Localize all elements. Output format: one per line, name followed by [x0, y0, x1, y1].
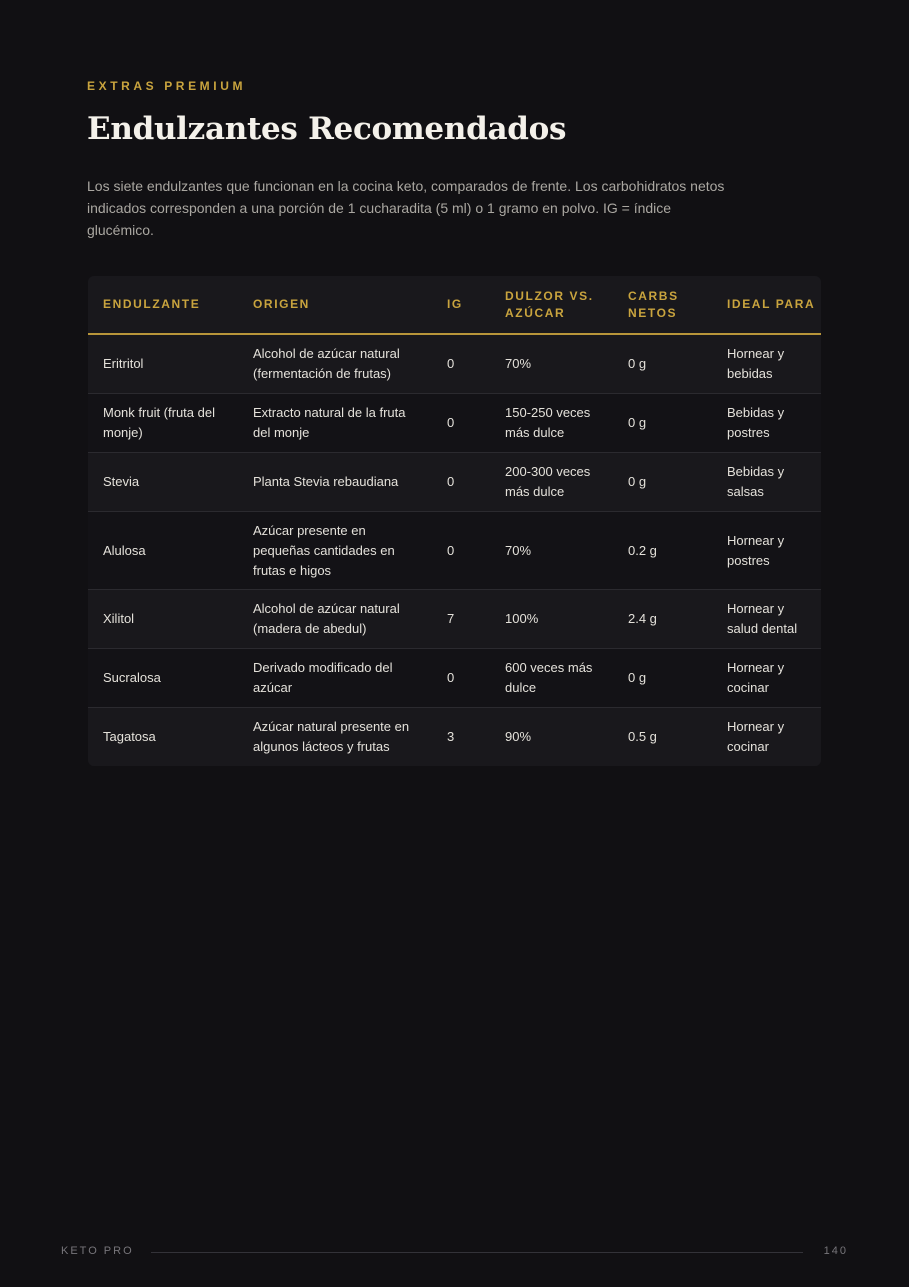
table-row: [88, 649, 821, 708]
column-header-carbs: CARBS NETOS: [613, 276, 712, 334]
cell-ideal: Bebidas y postres: [712, 394, 821, 453]
column-header-dulzor: DULZOR VS. AZÚCAR: [490, 276, 613, 334]
cell-carbs: 0.2 g: [613, 512, 712, 590]
cell-dulzor: 600 veces más dulce: [490, 649, 613, 708]
cell-carbs: 0 g: [613, 453, 712, 512]
cell-origen: Alcohol de azúcar natural (madera de abedul): [238, 590, 432, 649]
cell-dulzor: 90%: [490, 708, 613, 767]
cell-origen: Extracto natural de la fruta del monje: [238, 394, 432, 453]
table-row: [88, 590, 821, 649]
cell-dulzor: 100%: [490, 590, 613, 649]
table-row: [88, 453, 821, 512]
cell-endulzante: Monk fruit (fruta del monje): [88, 394, 238, 453]
intro-paragraph: Los siete endulzantes que funcionan en la cocina keto, comparados de frente. Los carbohidratos netos indicados corresponden a una porción de 1 cucharadita (5 ml) o 1 gramo en polvo. IG = índice glucémico.: [87, 178, 725, 238]
cell-origen: Derivado modificado del azúcar: [238, 649, 432, 708]
cell-origen: Azúcar natural presente en algunos lácteos y frutas: [238, 708, 432, 767]
cell-ig: 0: [432, 649, 490, 708]
cell-origen: Alcohol de azúcar natural (fermentación de frutas): [238, 334, 432, 394]
cell-carbs: 0 g: [613, 649, 712, 708]
cell-carbs: 0 g: [613, 394, 712, 453]
sweeteners-table: [88, 276, 821, 766]
table-header: [88, 276, 821, 334]
cell-carbs: 0 g: [613, 334, 712, 394]
cell-carbs: 2.4 g: [613, 590, 712, 649]
cell-origen: Azúcar presente en pequeñas cantidades en frutas e higos: [238, 512, 432, 590]
page-title: Endulzantes Recomendados: [87, 111, 567, 147]
cell-ideal: Hornear y cocinar: [712, 708, 821, 767]
column-header-origen: ORIGEN: [238, 276, 432, 334]
cell-carbs: 0.5 g: [613, 708, 712, 767]
cell-ig: 0: [432, 394, 490, 453]
cell-endulzante: Alulosa: [88, 512, 238, 590]
cell-ig: 7: [432, 590, 490, 649]
footer-brand: KETO PRO: [61, 1245, 134, 1257]
cell-dulzor: 70%: [490, 512, 613, 590]
footer-divider: [151, 1252, 803, 1253]
column-header-endulzante: ENDULZANTE: [88, 276, 238, 334]
cell-dulzor: 200-300 veces más dulce: [490, 453, 613, 512]
cell-ig: 0: [432, 334, 490, 394]
cell-endulzante: Eritritol: [88, 334, 238, 394]
cell-dulzor: 150-250 veces más dulce: [490, 394, 613, 453]
cell-ideal: Bebidas y salsas: [712, 453, 821, 512]
cell-endulzante: Xilitol: [88, 590, 238, 649]
table-row: [88, 334, 821, 394]
cell-ig: 3: [432, 708, 490, 767]
column-header-ig: IG: [432, 276, 490, 334]
table-header-row: [88, 276, 821, 334]
cell-endulzante: Tagatosa: [88, 708, 238, 767]
cell-ig: 0: [432, 453, 490, 512]
cell-endulzante: Sucralosa: [88, 649, 238, 708]
cell-origen: Planta Stevia rebaudiana: [238, 453, 432, 512]
cell-ideal: Hornear y bebidas: [712, 334, 821, 394]
cell-dulzor: 70%: [490, 334, 613, 394]
cell-ig: 0: [432, 512, 490, 590]
page-number: 140: [823, 1245, 848, 1257]
column-header-ideal: IDEAL PARA: [712, 276, 821, 334]
table-row: [88, 394, 821, 453]
section-eyebrow: EXTRAS PREMIUM: [87, 79, 247, 93]
sweeteners-table-container: [88, 276, 821, 766]
table-body: [88, 334, 821, 766]
table-row: [88, 512, 821, 590]
table-row: [88, 708, 821, 767]
cell-ideal: Hornear y cocinar: [712, 649, 821, 708]
cell-endulzante: Stevia: [88, 453, 238, 512]
cell-ideal: Hornear y salud dental: [712, 590, 821, 649]
cell-ideal: Hornear y postres: [712, 512, 821, 590]
